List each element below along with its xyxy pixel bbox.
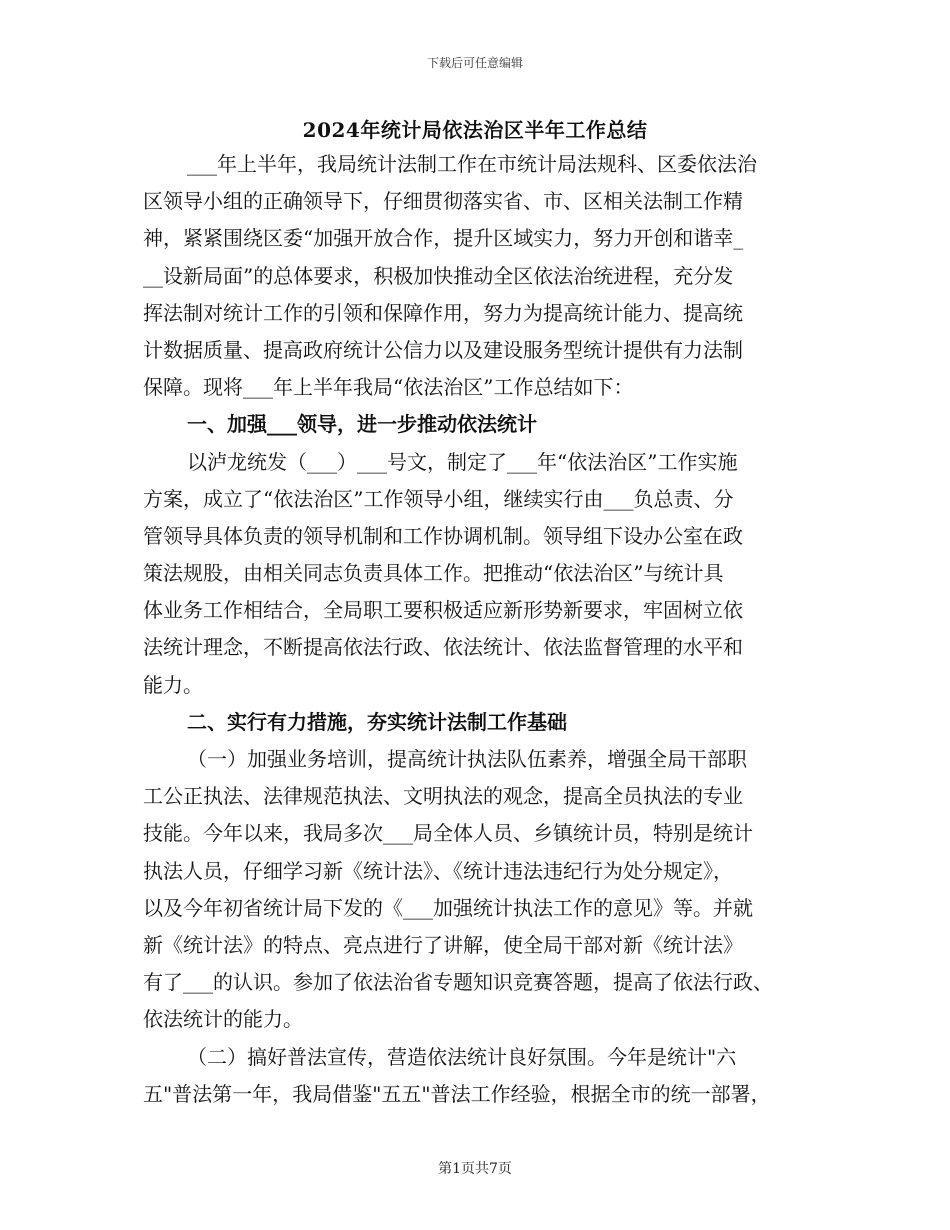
paragraph-line: 新《统计法》的特点、亮点进行了讲解，使全局干部对新《统计法》 bbox=[143, 932, 743, 957]
paragraph-line: 区领导小组的正确领导下，仔细贯彻落实省、市、区相关法制工作精 bbox=[143, 189, 743, 214]
paragraph-line: 方案，成立了“依法治区”工作领导小组，继续实行由___负总责、分 bbox=[143, 486, 734, 511]
paragraph-line: 挥法制对统计工作的引领和保障作用，努力为提高统计能力、提高统 bbox=[143, 300, 743, 325]
paragraph-line: 技能。今年以来，我局多次___局全体人员、乡镇统计员，特别是统计 bbox=[143, 821, 753, 846]
paragraph-line: 能力。 bbox=[143, 672, 203, 697]
document-title: 2024年统计局依法治区半年工作总结 bbox=[302, 118, 648, 142]
paragraph-line: 策法规股，由相关同志负责具体工作。把推动“依法治区”与统计具 bbox=[143, 561, 724, 586]
section-heading: 一、加强___领导，进一步推动依法统计 bbox=[187, 412, 537, 437]
paragraph-line: 体业务工作相结合，全局职工要积极适应新形势新要求，牢固树立依 bbox=[143, 598, 743, 623]
paragraph-line: 以及今年初省统计局下发的《___加强统计执法工作的意见》等。并就 bbox=[143, 895, 753, 920]
paragraph-line: 执法人员，仔细学习新《统计法》、《统计违法违纪行为处分规定》， bbox=[143, 858, 733, 883]
document-body bbox=[143, 146, 811, 1113]
paragraph-line: 保障。现将___年上半年我局“依法治区”工作总结如下： bbox=[143, 375, 634, 400]
header-note: 下载后可任意编辑 bbox=[426, 56, 523, 70]
paragraph-line: 神，紧紧围绕区委“加强开放合作，提升区域实力，努力开创和谐幸_ bbox=[143, 226, 744, 251]
paragraph-line: __设新局面”的总体要求，积极加快推动全区依法治统进程，充分发 bbox=[143, 263, 734, 288]
paragraph-line: （二）搞好普法宣传，营造依法统计良好氛围。今年是统计"六 bbox=[187, 1044, 737, 1069]
paragraph-line: 五"普法第一年，我局借鉴"五五"普法工作经验，根据全市的统一部署， bbox=[143, 1081, 771, 1106]
paragraph-line: 有了___的认识。参加了依法治省专题知识竞赛答题，提高了依法行政、 bbox=[143, 970, 773, 995]
paragraph-line: 法统计理念，不断提高依法行政、依法统计、依法监督管理的水平和 bbox=[143, 635, 743, 660]
paragraph-line: （一）加强业务培训，提高统计执法队伍素养，增强全局干部职 bbox=[187, 747, 747, 771]
page-number-footer: 第1页共7页 bbox=[438, 1161, 512, 1177]
paragraph-line: 计数据质量、提高政府统计公信力以及建设服务型统计提供有力法制 bbox=[143, 337, 743, 362]
paragraph-line: 以泸龙统发（___）___号文，制定了___年“依法治区”工作实施 bbox=[187, 449, 738, 474]
paragraph-line: ___年上半年，我局统计法制工作在市统计局法规科、区委依法治 bbox=[187, 152, 757, 176]
paragraph-line: 管领导具体负责的领导机制和工作协调机制。领导组下设办公室在政 bbox=[143, 523, 743, 548]
paragraph-line: 工公正执法、法律规范执法、文明执法的观念，提高全员执法的专业 bbox=[143, 784, 743, 809]
paragraph-line: 依法统计的能力。 bbox=[143, 1007, 303, 1032]
section-heading: 二、实行有力措施，夯实统计法制工作基础 bbox=[187, 709, 567, 734]
